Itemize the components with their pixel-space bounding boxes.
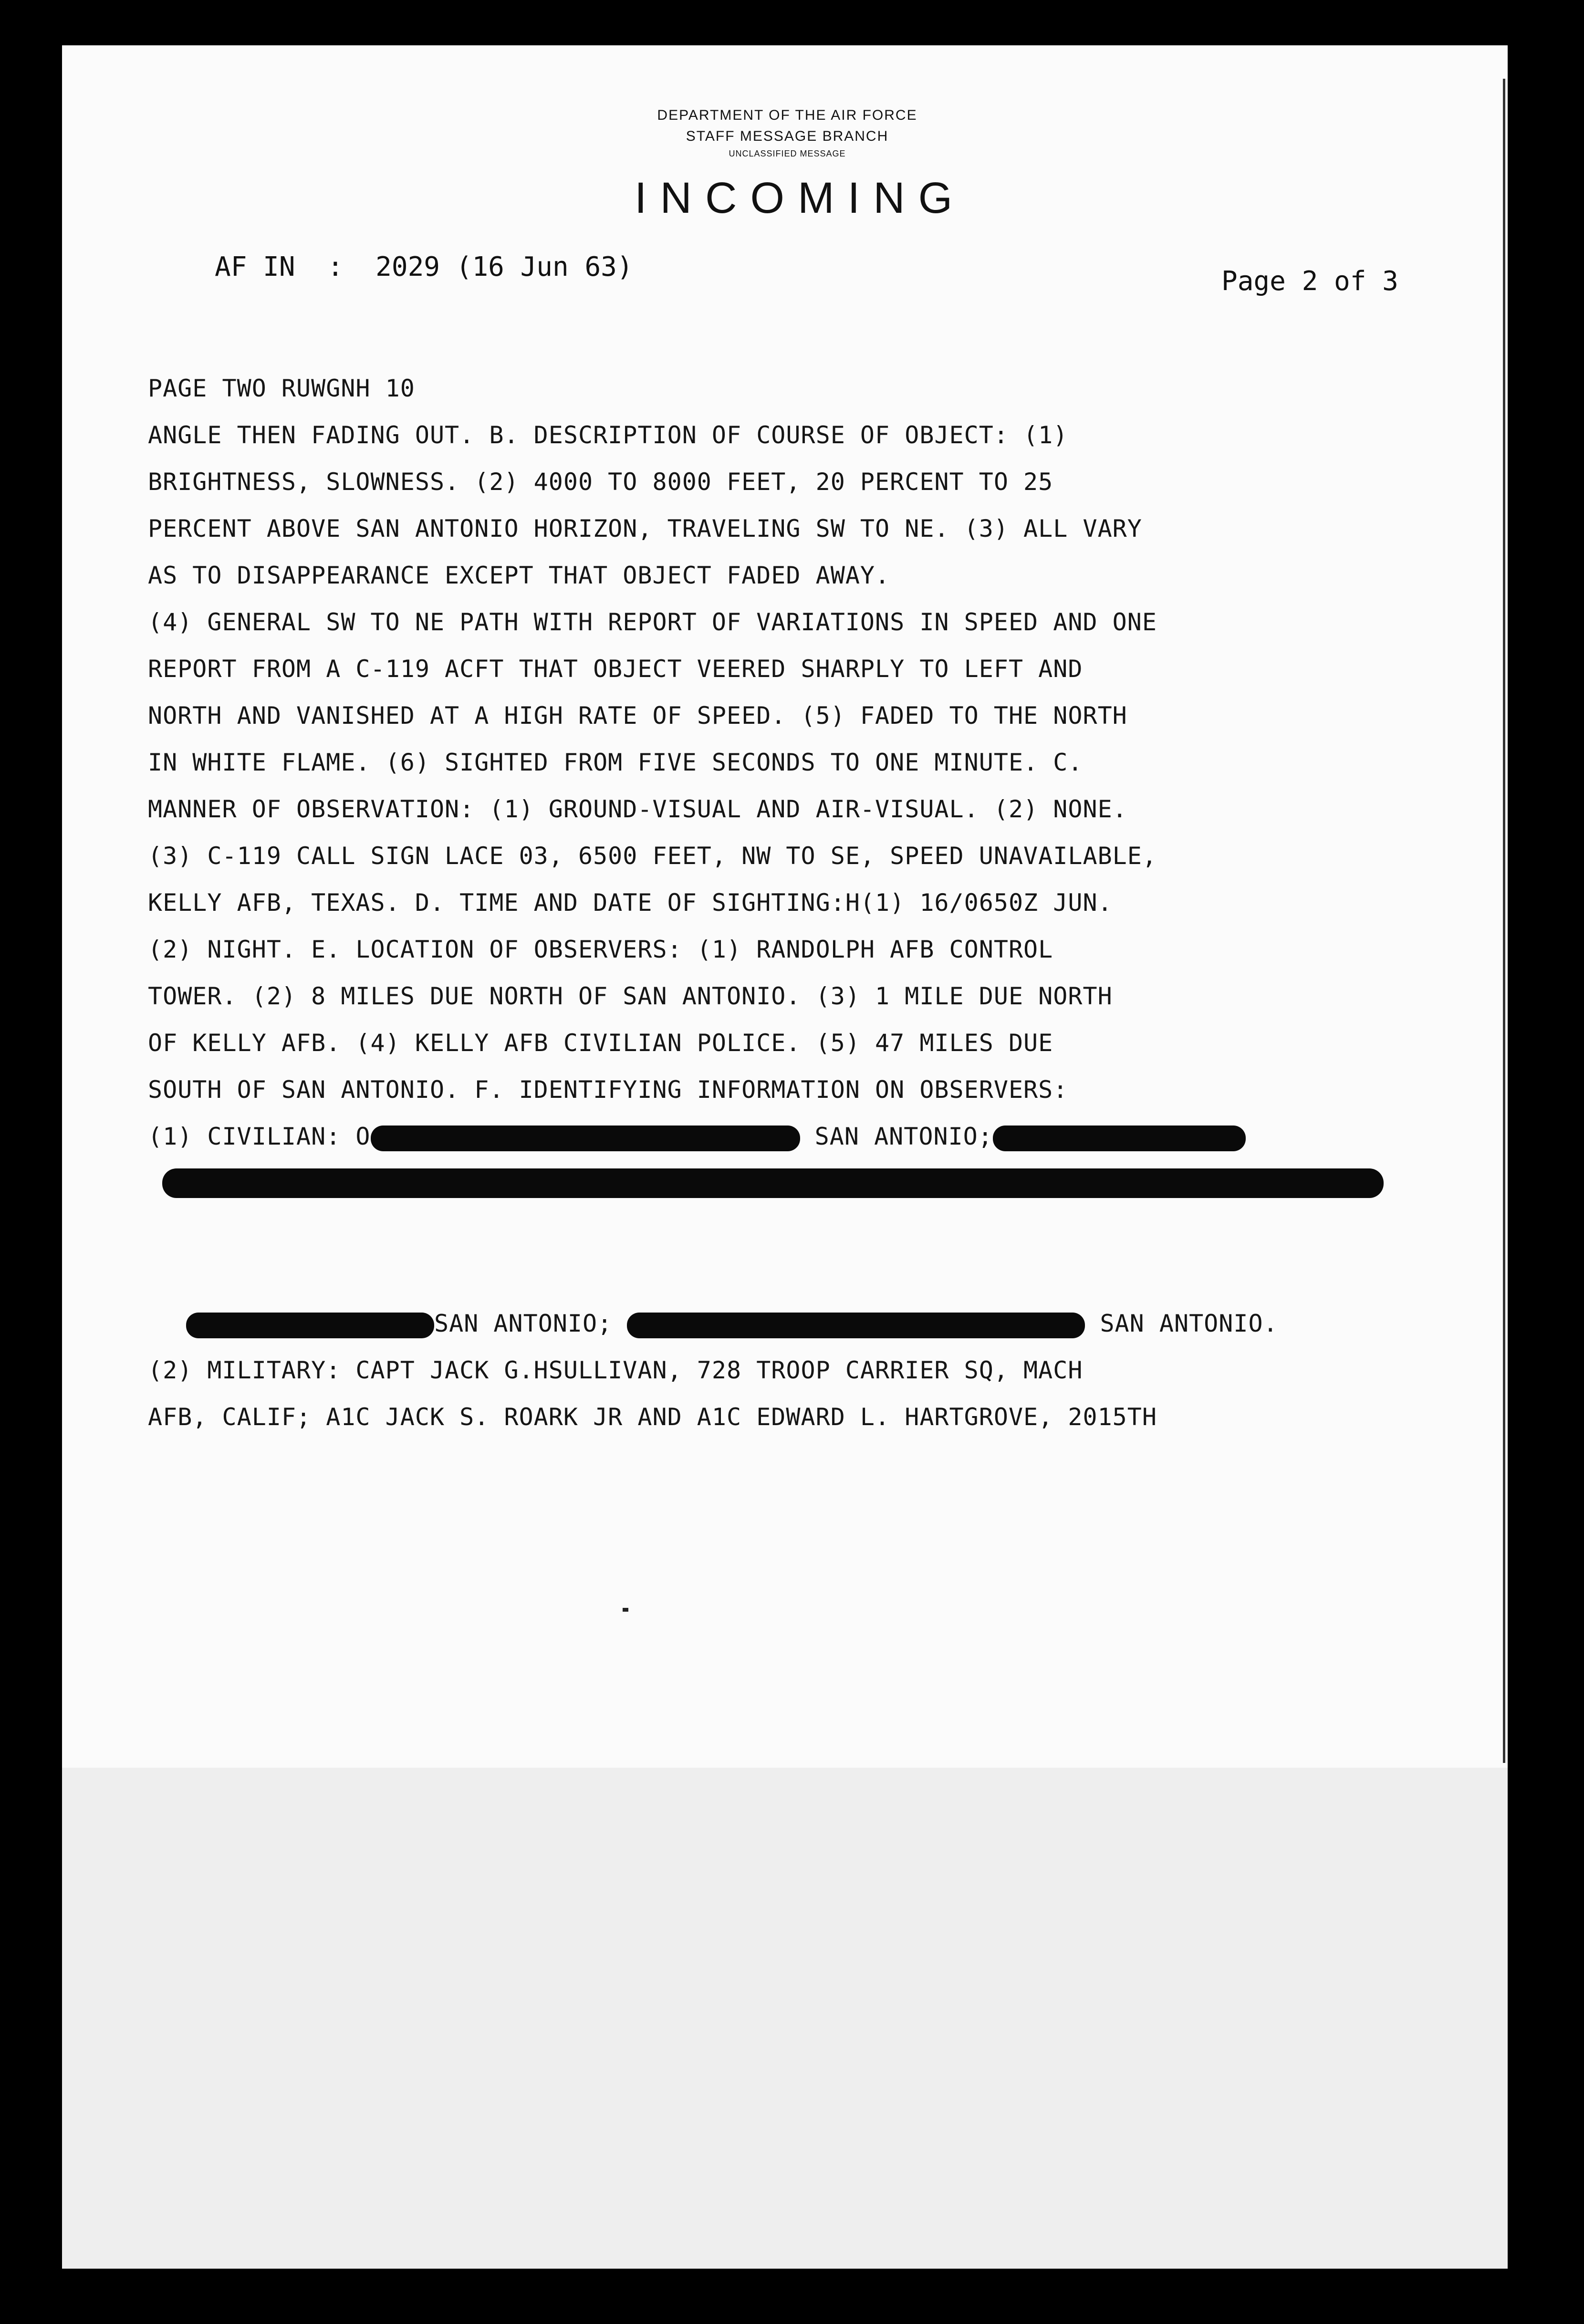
body-line: AS TO DISAPPEARANCE EXCEPT THAT OBJECT FADED AWAY. — [148, 562, 890, 589]
page-right-border — [1503, 79, 1505, 1763]
body-line: TOWER. (2) 8 MILES DUE NORTH OF SAN ANTONIO. (3) 1 MILE DUE NORTH — [148, 982, 1113, 1010]
message-body — [148, 365, 1484, 1440]
redaction-bar — [993, 1126, 1246, 1151]
body-line: (3) C-119 CALL SIGN LACE 03, 6500 FEET, NW TO SE, SPEED UNAVAILABLE, — [148, 842, 1157, 870]
body-line: PERCENT ABOVE SAN ANTONIO HORIZON, TRAVELING SW TO NE. (3) ALL VARY — [148, 515, 1142, 542]
body-line: (2) MILITARY: CAPT JACK G.HSULLIVAN, 728 TROOP CARRIER SQ, MACH — [148, 1356, 1083, 1384]
body-line: REPORT FROM A C-119 ACFT THAT OBJECT VEERED SHARPLY TO LEFT AND — [148, 655, 1083, 683]
body-line: MANNER OF OBSERVATION: (1) GROUND-VISUAL AND AIR-VISUAL. (2) NONE. — [148, 795, 1127, 823]
redaction-bar — [162, 1168, 1384, 1198]
civilian-prefix: (1) CIVILIAN: O — [148, 1123, 371, 1150]
classification-label: UNCLASSIFIED MESSAGE — [729, 149, 846, 158]
body-line: SOUTH OF SAN ANTONIO. F. IDENTIFYING INFORMATION ON OBSERVERS: — [148, 1076, 1068, 1104]
af-in-reference: AF IN : 2029 (16 Jun 63) — [215, 251, 633, 282]
body-line: AFB, CALIF; A1C JACK S. ROARK JR AND A1C EDWARD L. HARTGROVE, 2015TH — [148, 1403, 1157, 1431]
branch-name: STAFF MESSAGE BRANCH — [686, 128, 889, 144]
body-line: BRIGHTNESS, SLOWNESS. (2) 4000 TO 8000 FEET, 20 PERCENT TO 25 — [148, 468, 1053, 496]
department-name: DEPARTMENT OF THE AIR FORCE — [657, 107, 917, 123]
document-page — [62, 45, 1508, 2269]
body-line: (4) GENERAL SW TO NE PATH WITH REPORT OF VARIATIONS IN SPEED AND ONE — [148, 608, 1157, 636]
civilian-line — [148, 1300, 1484, 1347]
civilian-city: SAN ANTONIO; — [814, 1123, 993, 1150]
page-lower-band — [62, 1768, 1508, 2269]
body-line: (2) NIGHT. E. LOCATION OF OBSERVERS: (1) RANDOLPH AFB CONTROL — [148, 936, 1053, 963]
body-line: OF KELLY AFB. (4) KELLY AFB CIVILIAN POLICE. (5) 47 MILES DUE — [148, 1029, 1053, 1057]
body-line: PAGE TWO RUWGNH 10 — [148, 375, 415, 402]
body-line: ANGLE THEN FADING OUT. B. DESCRIPTION OF COURSE OF OBJECT: (1) — [148, 421, 1068, 449]
body-line: KELLY AFB, TEXAS. D. TIME AND DATE OF SIGHTING:H(1) 16/0650Z JUN. — [148, 889, 1113, 917]
civilian-city: SAN ANTONIO; — [434, 1310, 613, 1337]
stray-mark — [623, 1608, 628, 1612]
page-number: Page 2 of 3 — [1221, 266, 1398, 297]
civilian-line — [148, 1113, 1484, 1160]
redacted-line — [148, 1160, 1484, 1300]
body-line: IN WHITE FLAME. (6) SIGHTED FROM FIVE SECONDS TO ONE MINUTE. C. — [148, 749, 1083, 776]
body-line: NORTH AND VANISHED AT A HIGH RATE OF SPEED. (5) FADED TO THE NORTH — [148, 702, 1127, 730]
document-header — [549, 105, 1026, 160]
incoming-title: INCOMING — [635, 174, 966, 222]
civilian-city: SAN ANTONIO. — [1100, 1310, 1278, 1337]
redaction-bar — [627, 1313, 1085, 1338]
redaction-bar — [371, 1126, 800, 1151]
redaction-bar — [186, 1313, 434, 1338]
